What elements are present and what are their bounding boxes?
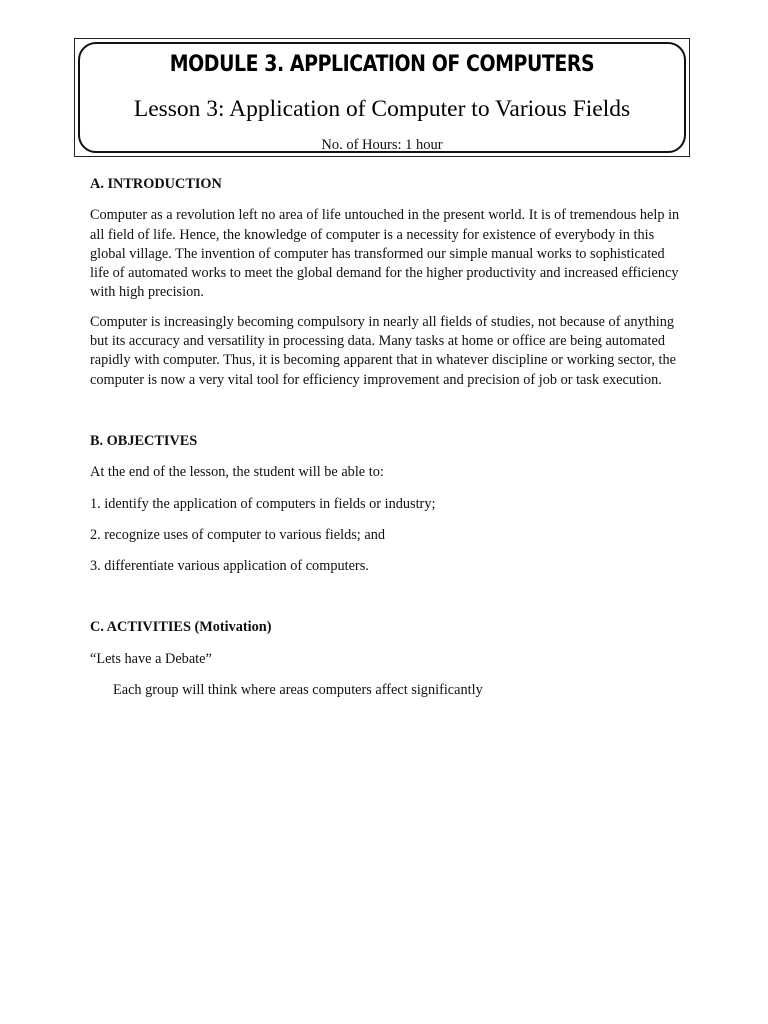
objectives-intro: At the end of the lesson, the student will be able to: [90,464,384,481]
introduction-paragraph-1: Computer as a revolution left no area of life untouched in the present world. It is of tremendous help in all field of life. Hence, the knowledge of computer is a necessity for existence of everybody in this global village. The invention of computer has transformed our simple manual works to sophisticated life of automated works to meet the global demand for the higher productivity and increased efficiency with high precision. [90,207,680,301]
objectives-heading: B. OBJECTIVES [90,432,198,449]
introduction-heading: A. INTRODUCTION [90,176,222,192]
activities-heading: C. ACTIVITIES (Motivation) [90,619,272,636]
objective-item-3: 3. differentiate various application of computers. [90,558,369,575]
hours-label: No. of Hours: 1 hour [321,137,443,153]
introduction-paragraph-2: Computer is increasingly becoming compulsory in nearly all fields of studies, not because of anything but its accuracy and versatility in processing data. Many tasks at home or office are being automated rapidly with computer. Thus, it is becoming apparent that in whatever discipline or working sector, the computer is now a very vital tool for efficiency improvement and precision of job or task execution. [90,313,676,388]
module-header-box [74,38,690,157]
section-spacer [90,400,680,432]
activity-instruction: Each group will think where areas computers affect significantly [113,682,483,699]
section-spacer [90,588,680,618]
lesson-content [90,175,680,712]
activity-title: “Lets have a Debate” [90,650,212,667]
objective-item-2: 2. recognize uses of computer to various fields; and [90,526,385,543]
module-header-frame [78,42,686,153]
objective-item-1: 1. identify the application of computers in fields or industry; [90,495,436,512]
lesson-title: Lesson 3: Application of Computer to Various Fields [133,96,631,122]
module-title: MODULE 3. APPLICATION OF COMPUTERS [169,52,595,77]
